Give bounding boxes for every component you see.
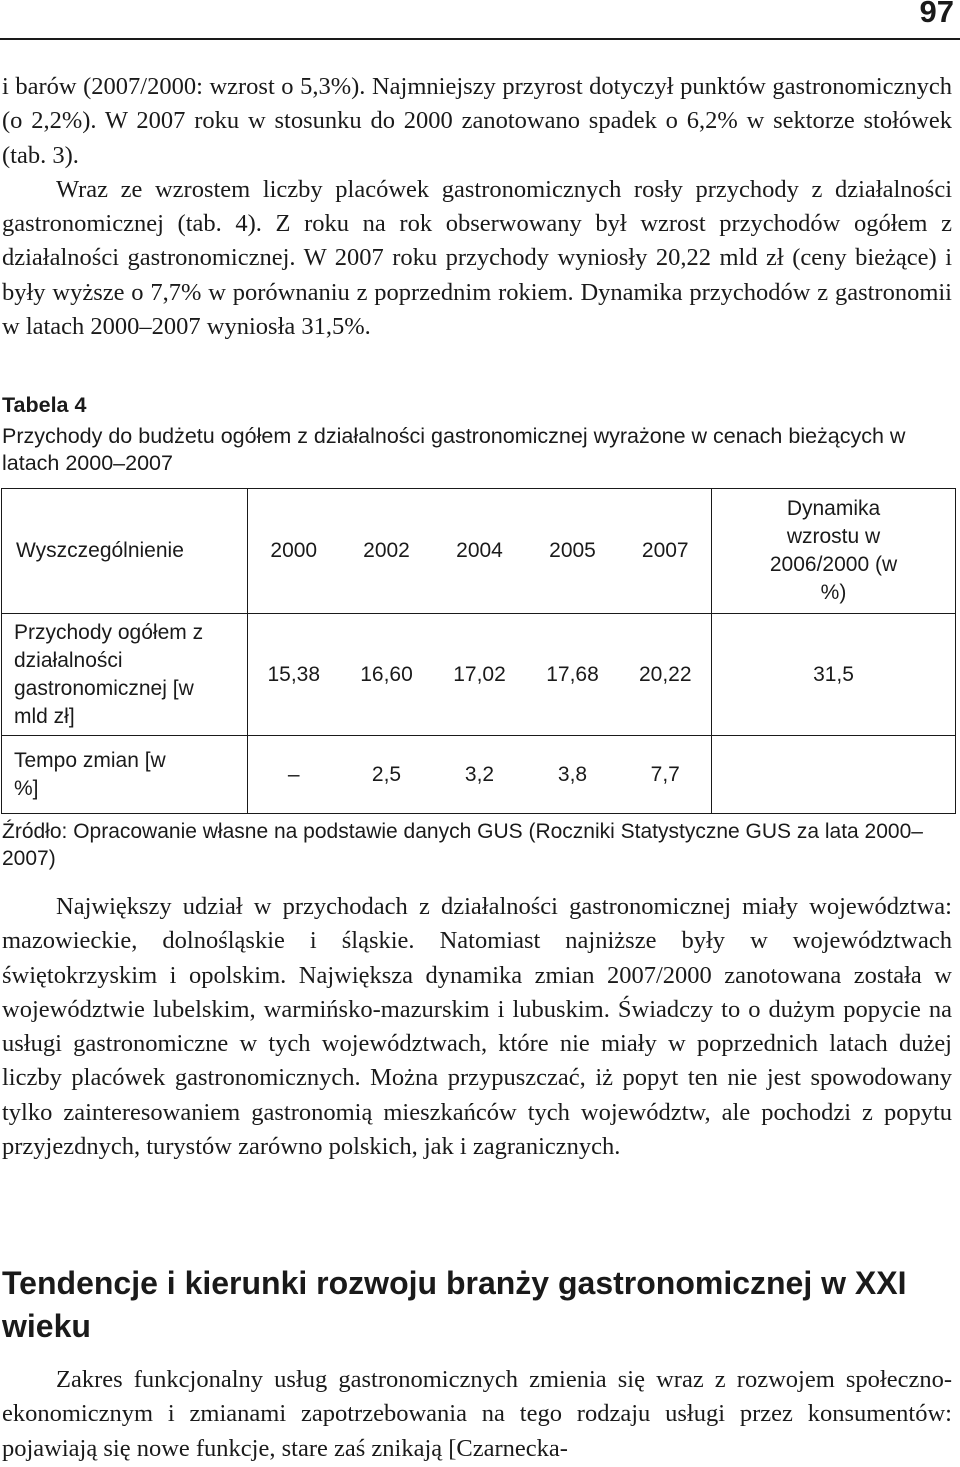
section-paragraph: Zakres funkcjonalny usług gastronomicznych zmienia się wraz z rozwojem społeczno-ekonomicznym i zmianami zapotrzebowania na tego rodzaju usługi przez konsumentów: pojawiają się nowe funkcje, stare zaś znikają [Czarnecka- xyxy=(2,1366,952,1462)
intro-paragraph xyxy=(2,70,952,344)
row-value: 20,22 xyxy=(620,614,712,736)
header-dynamics xyxy=(712,489,956,614)
section-title: Tendencje i kierunki rozwoju branży gastronomicznej w XXI wieku xyxy=(2,1265,907,1344)
page-number: 97 xyxy=(919,0,954,29)
row-value: 17,68 xyxy=(526,614,620,736)
header-year: 2004 xyxy=(434,489,526,614)
row-label xyxy=(2,614,248,736)
row-label-text: Tempo zmian [w %] xyxy=(14,748,166,800)
row-value: 7,7 xyxy=(620,736,712,814)
intro-text-revenue: Wraz ze wzrostem liczby placówek gastronomicznych rosły przychody z działalności gastronomicznej (tab. 4). Z roku na rok obserwowany był wzrost przychodów ogółem z działalności gastronomicznej. W 2007 roku przychody wyniosły 20,22 mld zł (ceny bieżące) i były wyższe o 7,7% w porównaniu z poprzednim rokiem. Dynamika przychodów z gastronomii w latach 2000–2007 wyniosła 31,5%. xyxy=(2,175,952,341)
row-value: 2,5 xyxy=(340,736,434,814)
header-year: 2005 xyxy=(526,489,620,614)
regional-paragraph: Największy udział w przychodach z działalności gastronomicznej miały województwa: mazowieckie, dolnośląskie i śląskie. Natomiast najniższe były w województwach świętokrzyskim i opolskim. Największa dynamika zmian 2007/2000 zanotowana została w województwie lubelskim, warmińsko-mazurskim i lubuskim. Świadczy to o dużym popycie na usługi gastronomiczne w tych województwach, które nie miały w poprzednich latach dużej liczby placówek gastronomicznych. Można przypuszczać, iż popyt ten nie jest spowodowany tylko zainteresowaniem gastronomią mieszkańców tych województw, ale pochodzi z popytu przyjezdnych, turystów zarówno polskich, jak i zagranicznych. xyxy=(2,893,952,1161)
row-value: 17,02 xyxy=(434,614,526,736)
row-value: 16,60 xyxy=(340,614,434,736)
row-dynamics: 31,5 xyxy=(712,614,956,736)
row-label xyxy=(2,736,248,814)
header-year: 2007 xyxy=(620,489,712,614)
row-label-text: Przychody ogółem z działalności gastronomicznej [w mld zł] xyxy=(14,620,204,728)
row-value: 15,38 xyxy=(248,614,340,736)
table-header-row xyxy=(2,489,956,614)
table-heading xyxy=(2,392,952,477)
table-row xyxy=(2,614,956,736)
table-caption: Przychody do budżetu ogółem z działalności gastronomicznej wyrażone w cenach bieżących w latach 2000–2007 xyxy=(2,424,906,475)
row-value: – xyxy=(248,736,340,814)
row-value: 3,8 xyxy=(526,736,620,814)
table-source: Źródło: Opracowanie własne na podstawie danych GUS (Roczniki Statystyczne GUS za lata 2000–2007) xyxy=(2,820,923,870)
table-row xyxy=(2,736,956,814)
revenue-table xyxy=(1,488,956,814)
header-label: Wyszczególnienie xyxy=(2,489,248,614)
intro-text-continuation: i barów (2007/2000: wzrost o 5,3%). Najmniejszy przyrost dotyczył punktów gastronomicznych (o 2,2%). W 2007 roku w stosunku do 2000 zanotowano spadek o 6,2% w sektorze stołówek (tab. 3). xyxy=(2,73,952,169)
header-dynamics-text: Dynamika wzrostu w 2006/2000 (w %) xyxy=(769,497,898,604)
row-value: 3,2 xyxy=(434,736,526,814)
table-label: Tabela 4 xyxy=(2,393,87,417)
header-year: 2002 xyxy=(340,489,434,614)
header-rule xyxy=(0,38,960,40)
header-year: 2000 xyxy=(248,489,340,614)
row-dynamics xyxy=(712,736,956,814)
